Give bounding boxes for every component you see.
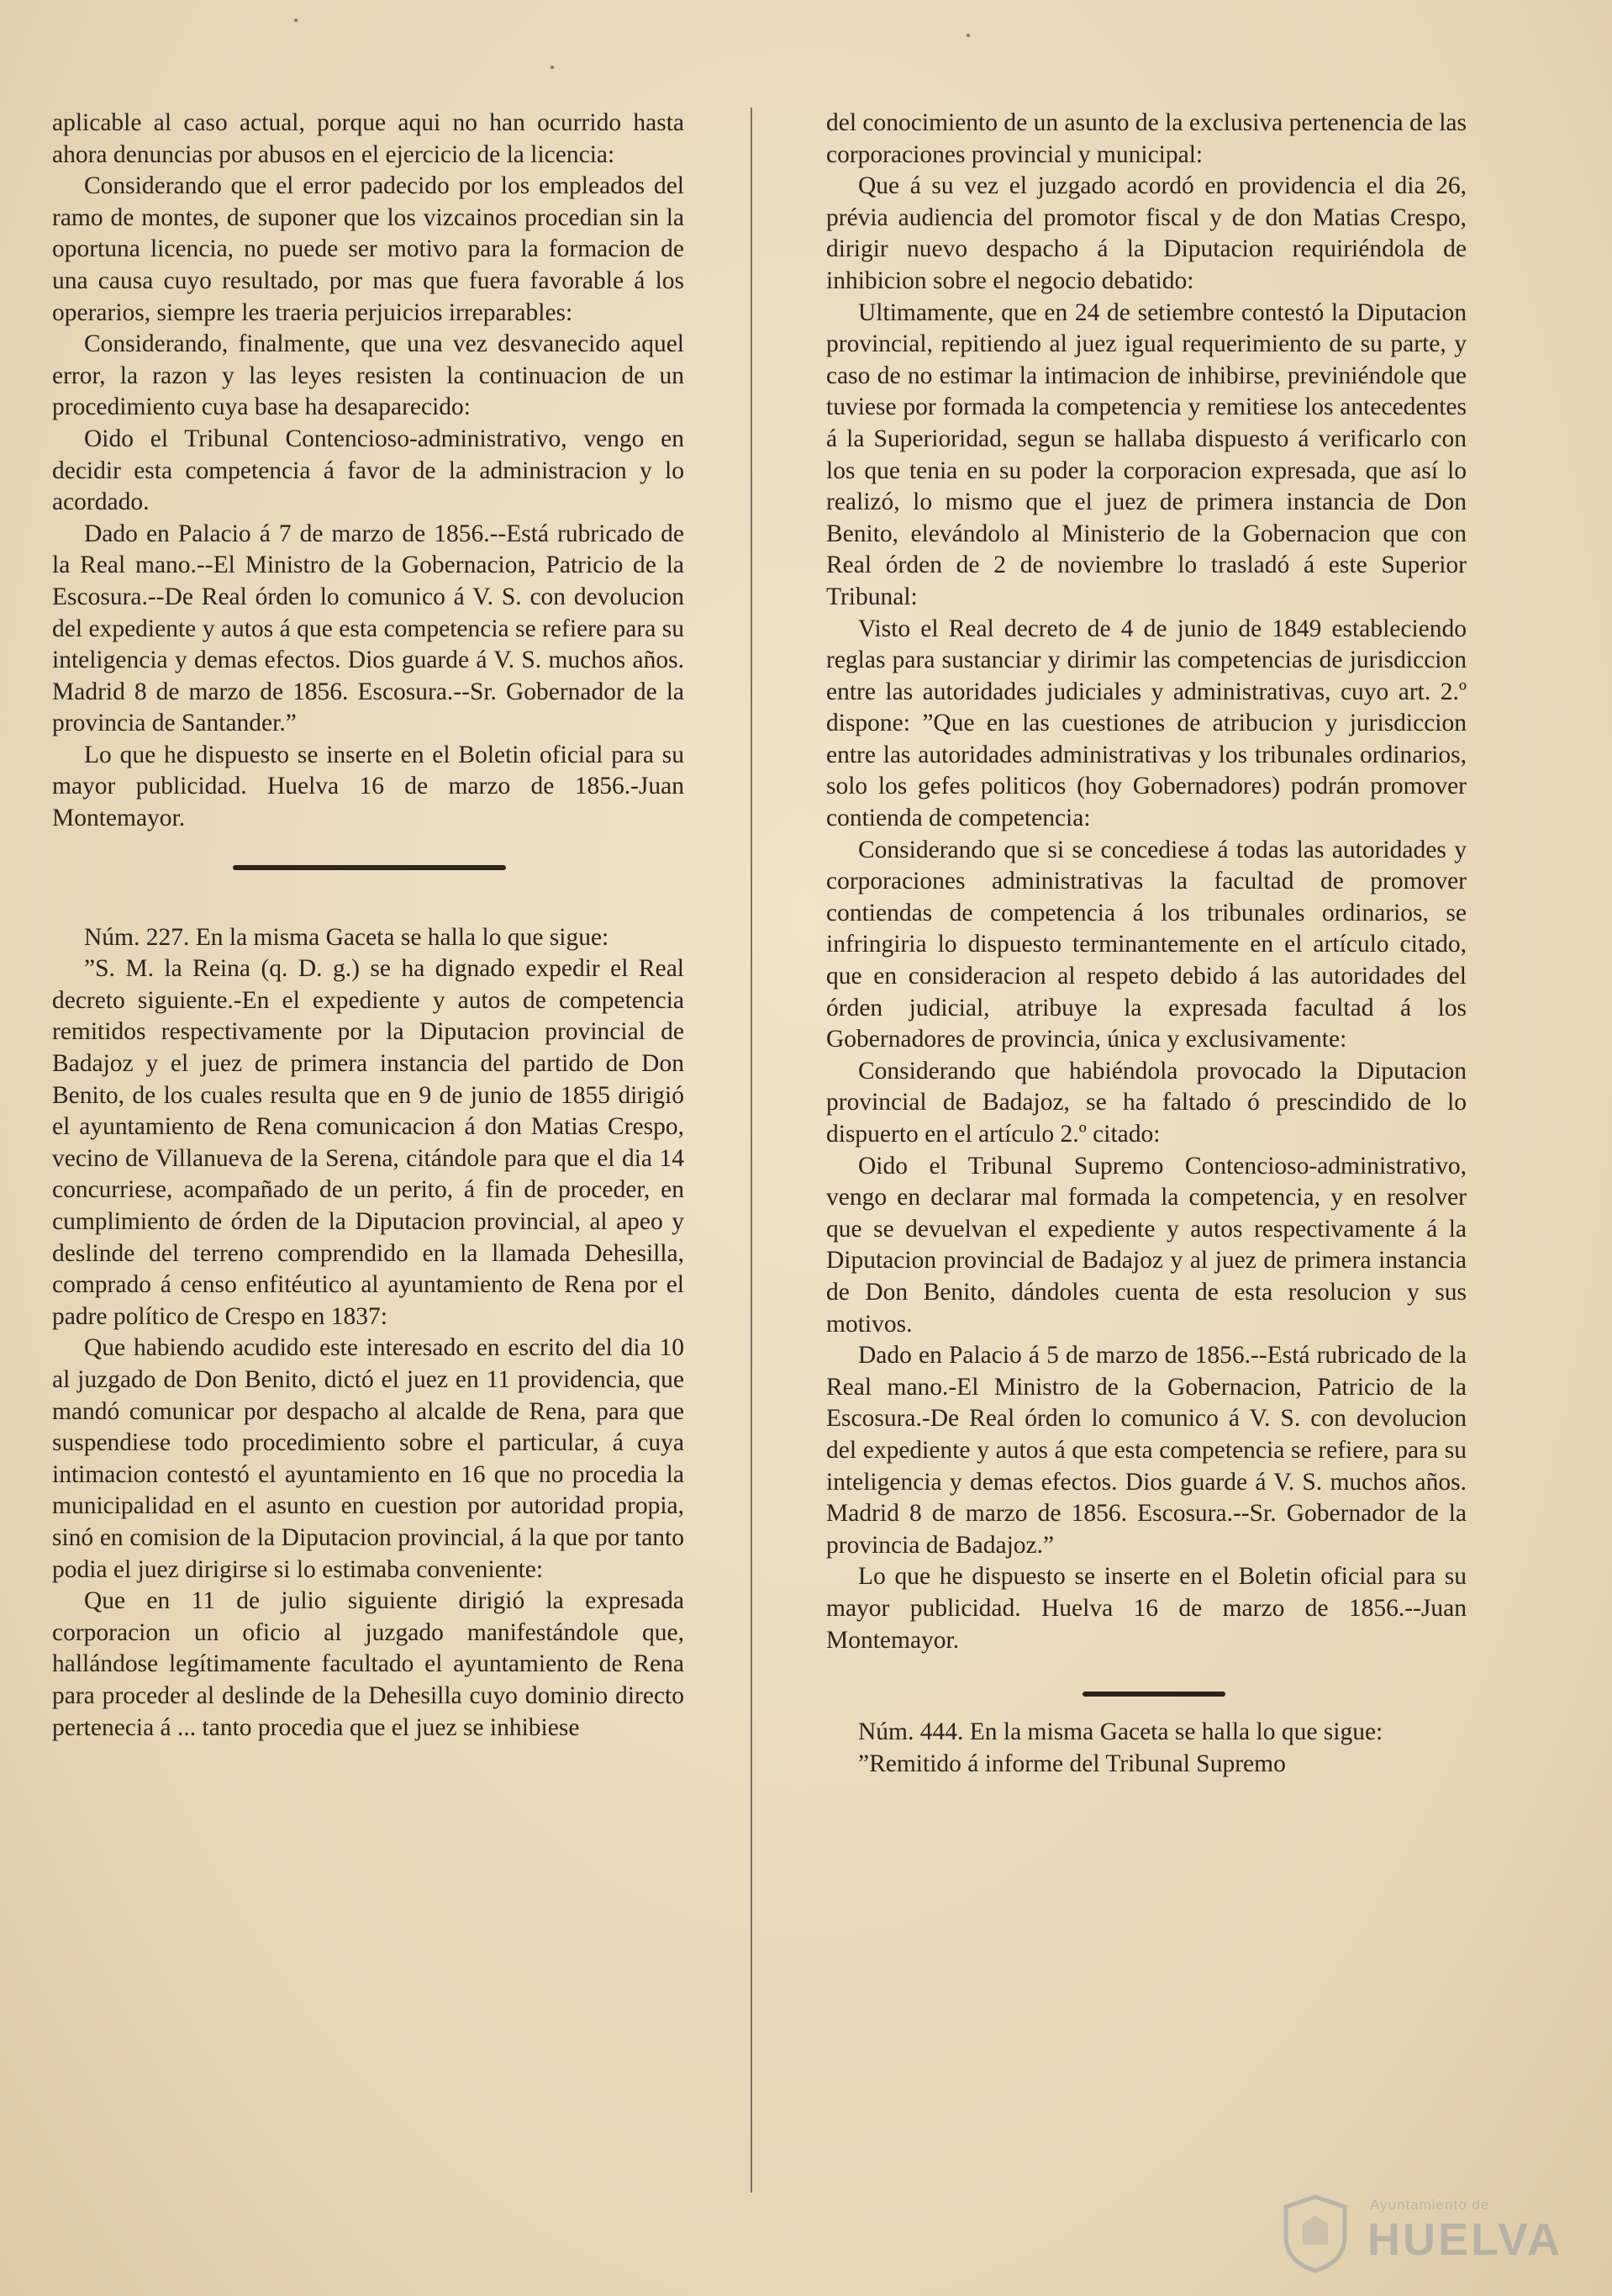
watermark-small-text: Ayuntamiento de xyxy=(1370,2197,1490,2213)
left-paragraphs xyxy=(52,108,684,835)
paragraph: Considerando, finalmente, que una vez desvanecido aquel error, la razon y las leyes resisten la continuacion de un procedimiento cuya base ha desaparecido: xyxy=(52,330,684,421)
paragraph: Núm. 227. En la misma Gaceta se halla lo que sigue: xyxy=(84,923,609,951)
right-paragraphs-after-rule xyxy=(826,1717,1467,1780)
paragraph: Lo que he dispuesto se inserte en el Boletin oficial para su mayor publicidad. Huelva 16 de marzo de 1856.-Juan Montemayor. xyxy=(52,741,684,832)
section-rule xyxy=(1083,1692,1225,1697)
left-column xyxy=(52,108,684,2201)
paragraph: Que á su vez el juzgado acordó en providencia el dia 26, prévia audiencia del promotor fiscal y de don Matias Crespo, dirigir nuevo despacho á la Diputacion requiriéndola de inhibicion sobre el negocio debatido: xyxy=(826,172,1467,294)
paragraph: Oido el Tribunal Supremo Contencioso-administrativo, vengo en declarar mal formada la competencia, y en resolver que se devuelvan el expediente y autos respectivamente á la Diputacion provincial de Badajoz y al juez de primera instancia de Don Benito, dándoles cuenta de esta resolucion y sus motivos. xyxy=(826,1152,1467,1338)
section-rule xyxy=(233,865,506,870)
paragraph: Que habiendo acudido este interesado en escrito del dia 10 al juzgado de Don Benito, dictó el juez en 11 providencia, que mandó comunicar por despacho al alcalde de Rena, para que suspendiese todo procedimiento sobre el particular, á cuya intimacion contestó el ayuntamiento en 16 que no procedia la municipalidad en el asunto en cuestion por autoridad propia, sinó en comision de la Diputacion provincial, á la que por tanto podia el juez dirigirse si lo estimaba conveniente: xyxy=(52,1334,684,1583)
ink-speck xyxy=(294,18,298,22)
coat-of-arms-icon xyxy=(1273,2190,1357,2274)
right-paragraphs xyxy=(826,108,1467,1656)
paragraph: del conocimiento de un asunto de la exclusiva pertenencia de las corporaciones provincial y municipal: xyxy=(826,109,1467,168)
ink-speck xyxy=(551,66,554,69)
paragraph: Considerando que el error padecido por los empleados del ramo de montes, de suponer que los vizcainos procedian sin la oportuna licencia, no puede ser motivo para la formacion de una causa cuyo resultado, por mas que fuera favorable á los operarios, siempre les traeria perjuicios irreparables: xyxy=(52,172,684,326)
paragraph: Considerando que si se concediese á todas las autoridades y corporaciones administrativas la facultad de promover contiendas de competencia á los tribunales ordinarios, se infringiria lo dispuesto terminantemente en el artículo citado, que en consideracion al respeto debido á las autoridades del órden judicial, atribuye la expresada facultad á los Gobernadores de provincia, única y exclusivamente: xyxy=(826,836,1467,1053)
paragraph: Oido el Tribunal Contencioso-administrativo, vengo en decidir esta competencia á favor de la administracion y lo acordado. xyxy=(52,425,684,516)
paragraph: Dado en Palacio á 7 de marzo de 1856.--Está rubricado de la Real mano.--El Ministro de la Gobernacion, Patricio de la Escosura.--De Real órden lo comunico á V. S. con devolucion del expediente y autos á que esta competencia se refiere para su inteligencia y demas efectos. Dios guarde á V. S. muchos años. Madrid 8 de marzo de 1856. Escosura.--Sr. Gobernador de la provincia de Santander.” xyxy=(52,520,684,737)
column-divider xyxy=(751,108,752,2193)
paragraph: ”Remitido á informe del Tribunal Supremo xyxy=(858,1750,1286,1777)
paragraph: Lo que he dispuesto se inserte en el Boletin oficial para su mayor publicidad. Huelva 16 de marzo de 1856.--Juan Montemayor. xyxy=(826,1563,1467,1654)
right-column xyxy=(826,108,1467,2201)
paragraph: Ultimamente, que en 24 de setiembre contestó la Diputacion provincial, repitiendo al juez igual requerimiento de su parte, y caso de no estimar la intimacion de inhibirse, previniéndole que tuviese por formada la competencia y remitiese los antecedentes á la Superioridad, segun se hallaba dispuesto á verificarlo con los que tenia en su poder la corporacion expresada, que así lo realizó, lo mismo que el juez de primera instancia de Don Benito, elevándolo al Ministerio de la Gobernacion que con Real órden de 2 de noviembre lo trasladó á este Superior Tribunal: xyxy=(826,298,1467,610)
watermark-big-text: HUELVA xyxy=(1367,2214,1562,2265)
huelva-watermark xyxy=(1265,2190,1562,2274)
paragraph: Que en 11 de julio siguiente dirigió la expresada corporacion un oficio al juzgado manifestándole que, hallándose legítimamente facultado el ayuntamiento de Rena para proceder al deslinde de la Dehesilla cuyo dominio directo pertenecia á ... tanto procedia que el juez se inhibiese xyxy=(52,1587,684,1741)
paragraph: ”S. M. la Reina (q. D. g.) se ha dignado expedir el Real decreto siguiente.-En el expediente y autos de competencia remitidos respectivamente por la Diputacion provincial de Badajoz y el juez de primera instancia del partido de Don Benito, de los cuales resulta que en 9 de junio de 1855 dirigió el ayuntamiento de Rena comunicacion á don Matias Crespo, vecino de Villanueva de la Serena, citándole para que el dia 14 concurriese, acompañado de un perito, á fin de proceder, en cumplimiento de órden de la Diputacion provincial, al apeo y deslinde del terreno comprendido en la llamada Dehesilla, comprado á censo enfitéutico al ayuntamiento de Rena por el padre político de Crespo en 1837: xyxy=(52,955,684,1330)
paragraph: Dado en Palacio á 5 de marzo de 1856.--Está rubricado de la Real mano.-El Ministro de la Gobernacion, Patricio de la Escosura.-De Real órden lo comunico á V. S. con devolucion del expediente y autos á que esta competencia se refiere, para su inteligencia y demas efectos. Dios guarde á V. S. muchos años. Madrid 8 de marzo de 1856. Escosura.--Sr. Gobernador de la provincia de Badajoz.” xyxy=(826,1342,1467,1559)
paragraph: aplicable al caso actual, porque aqui no han ocurrido hasta ahora denuncias por abusos en el ejercicio de la licencia: xyxy=(52,109,684,168)
ink-speck xyxy=(967,34,970,37)
paragraph: Considerando que habiéndola provocado la Diputacion provincial de Badajoz, se ha faltado ó prescindido de lo dispuerto en el artículo 2.º citado: xyxy=(826,1057,1467,1148)
paragraph: Visto el Real decreto de 4 de junio de 1849 estableciendo reglas para sustanciar y dirimir las competencias de jurisdiccion entre las autoridades judiciales y administrativas, cuyo art. 2.º dispone: ”Que en las cuestiones de atribucion y jurisdiccion entre las autoridades administrativas y los tribunales ordinarios, solo los gefes politicos (hoy Gobernadores) podrán promover contienda de competencia: xyxy=(826,615,1467,832)
left-paragraphs-after-rule xyxy=(52,922,684,1744)
paragraph: Núm. 444. En la misma Gaceta se halla lo que sigue: xyxy=(858,1718,1383,1746)
